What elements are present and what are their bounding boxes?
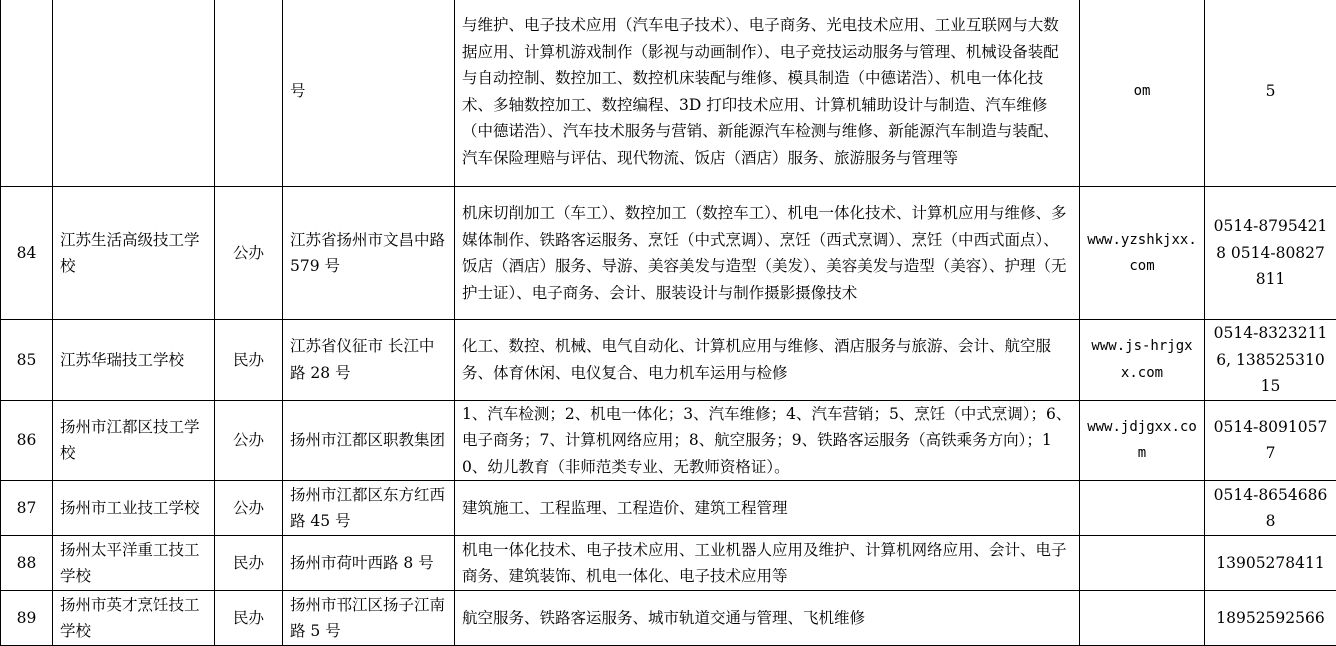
school-type: 公办 <box>215 400 283 481</box>
school-phone: 0514-83232116, 13852531015 <box>1205 320 1336 401</box>
school-address: 号 <box>283 0 455 187</box>
school-name: 江苏生活高级技工学校 <box>53 187 215 320</box>
table-row <box>1 320 1336 401</box>
school-website: www.yzshkjxx.com <box>1080 187 1205 320</box>
school-phone: 5 <box>1205 0 1336 187</box>
school-address: 江苏省仪征市 长江中路 28 号 <box>283 320 455 401</box>
row-number: 85 <box>1 320 53 401</box>
school-website: www.js-hrjgxx.com <box>1080 320 1205 401</box>
table-row <box>1 187 1336 320</box>
school-type: 公办 <box>215 481 283 536</box>
table-row <box>1 591 1336 646</box>
table-row <box>1 536 1336 591</box>
school-address: 扬州市荷叶西路 8 号 <box>283 536 455 591</box>
row-number: 86 <box>1 400 53 481</box>
school-name: 扬州太平洋重工技工学校 <box>53 536 215 591</box>
table-row-continued <box>1 0 1336 187</box>
table-row <box>1 481 1336 536</box>
school-website: www.jdjgxx.com <box>1080 400 1205 481</box>
school-phone: 0514-80910577 <box>1205 400 1336 481</box>
school-phone: 0514-87954218 0514-80827811 <box>1205 187 1336 320</box>
row-number: 89 <box>1 591 53 646</box>
school-type: 民办 <box>215 591 283 646</box>
school-website <box>1080 481 1205 536</box>
school-phone: 18952592566 <box>1205 591 1336 646</box>
school-address: 扬州市江都区职教集团 <box>283 400 455 481</box>
school-phone: 0514-86546868 <box>1205 481 1336 536</box>
school-majors: 航空服务、铁路客运服务、城市轨道交通与管理、飞机维修 <box>455 591 1080 646</box>
school-name: 扬州市工业技工学校 <box>53 481 215 536</box>
school-type <box>215 0 283 187</box>
school-type: 公办 <box>215 187 283 320</box>
school-majors: 建筑施工、工程监理、工程造价、建筑工程管理 <box>455 481 1080 536</box>
school-website <box>1080 591 1205 646</box>
school-website <box>1080 536 1205 591</box>
school-majors: 1、汽车检测；2、机电一体化；3、汽车维修；4、汽车营销；5、烹饪（中式烹调）；6、电子商务；7、计算机网络应用；8、航空服务；9、铁路客运服务（高铁乘务方向）；10、幼儿教育（非师范类专业、无教师资格证）。 <box>455 400 1080 481</box>
row-number: 88 <box>1 536 53 591</box>
school-type: 民办 <box>215 536 283 591</box>
school-address: 扬州市邗江区扬子江南路 5 号 <box>283 591 455 646</box>
table-row <box>1 400 1336 481</box>
school-majors: 化工、数控、机械、电气自动化、计算机应用与维修、酒店服务与旅游、会计、航空服务、体育休闲、电仪复合、电力机车运用与检修 <box>455 320 1080 401</box>
school-name: 江苏华瑞技工学校 <box>53 320 215 401</box>
school-website: om <box>1080 0 1205 187</box>
school-name: 扬州市江都区技工学校 <box>53 400 215 481</box>
school-majors: 机电一体化技术、电子技术应用、工业机器人应用及维护、计算机网络应用、会计、电子商务、建筑装饰、机电一体化、电子技术应用等 <box>455 536 1080 591</box>
row-number: 87 <box>1 481 53 536</box>
school-name <box>53 0 215 187</box>
school-address: 扬州市江都区东方红西路 45 号 <box>283 481 455 536</box>
school-address: 江苏省扬州市文昌中路 579 号 <box>283 187 455 320</box>
school-majors: 与维护、电子技术应用（汽车电子技术）、电子商务、光电技术应用、工业互联网与大数据应用、计算机游戏制作（影视与动画制作）、电子竞技运动服务与管理、机械设备装配与自动控制、数控加工、数控机床装配与维修、模具制造（中德诺浩）、机电一体化技术、多轴数控加工、数控编程、3D 打印技术应用、计算机辅助设计与制造、汽车维修（中德诺浩）、汽车技术服务与营销、新能源汽车检测与维修、新能源汽车制造与装配、汽车保险理赔与评估、现代物流、饭店（酒店）服务、旅游服务与管理等 <box>455 0 1080 187</box>
row-number: 84 <box>1 187 53 320</box>
school-name: 扬州市英才烹饪技工学校 <box>53 591 215 646</box>
row-number <box>1 0 53 187</box>
school-type: 民办 <box>215 320 283 401</box>
school-phone: 13905278411 <box>1205 536 1336 591</box>
school-majors: 机床切削加工（车工）、数控加工（数控车工）、机电一体化技术、计算机应用与维修、多媒体制作、铁路客运服务、烹饪（中式烹调）、烹饪（西式烹调）、烹饪（中西式面点）、饭店（酒店）服务、导游、美容美发与造型（美发）、美容美发与造型（美容）、护理（无护士证）、电子商务、会计、服装设计与制作摄影摄像技术 <box>455 187 1080 320</box>
